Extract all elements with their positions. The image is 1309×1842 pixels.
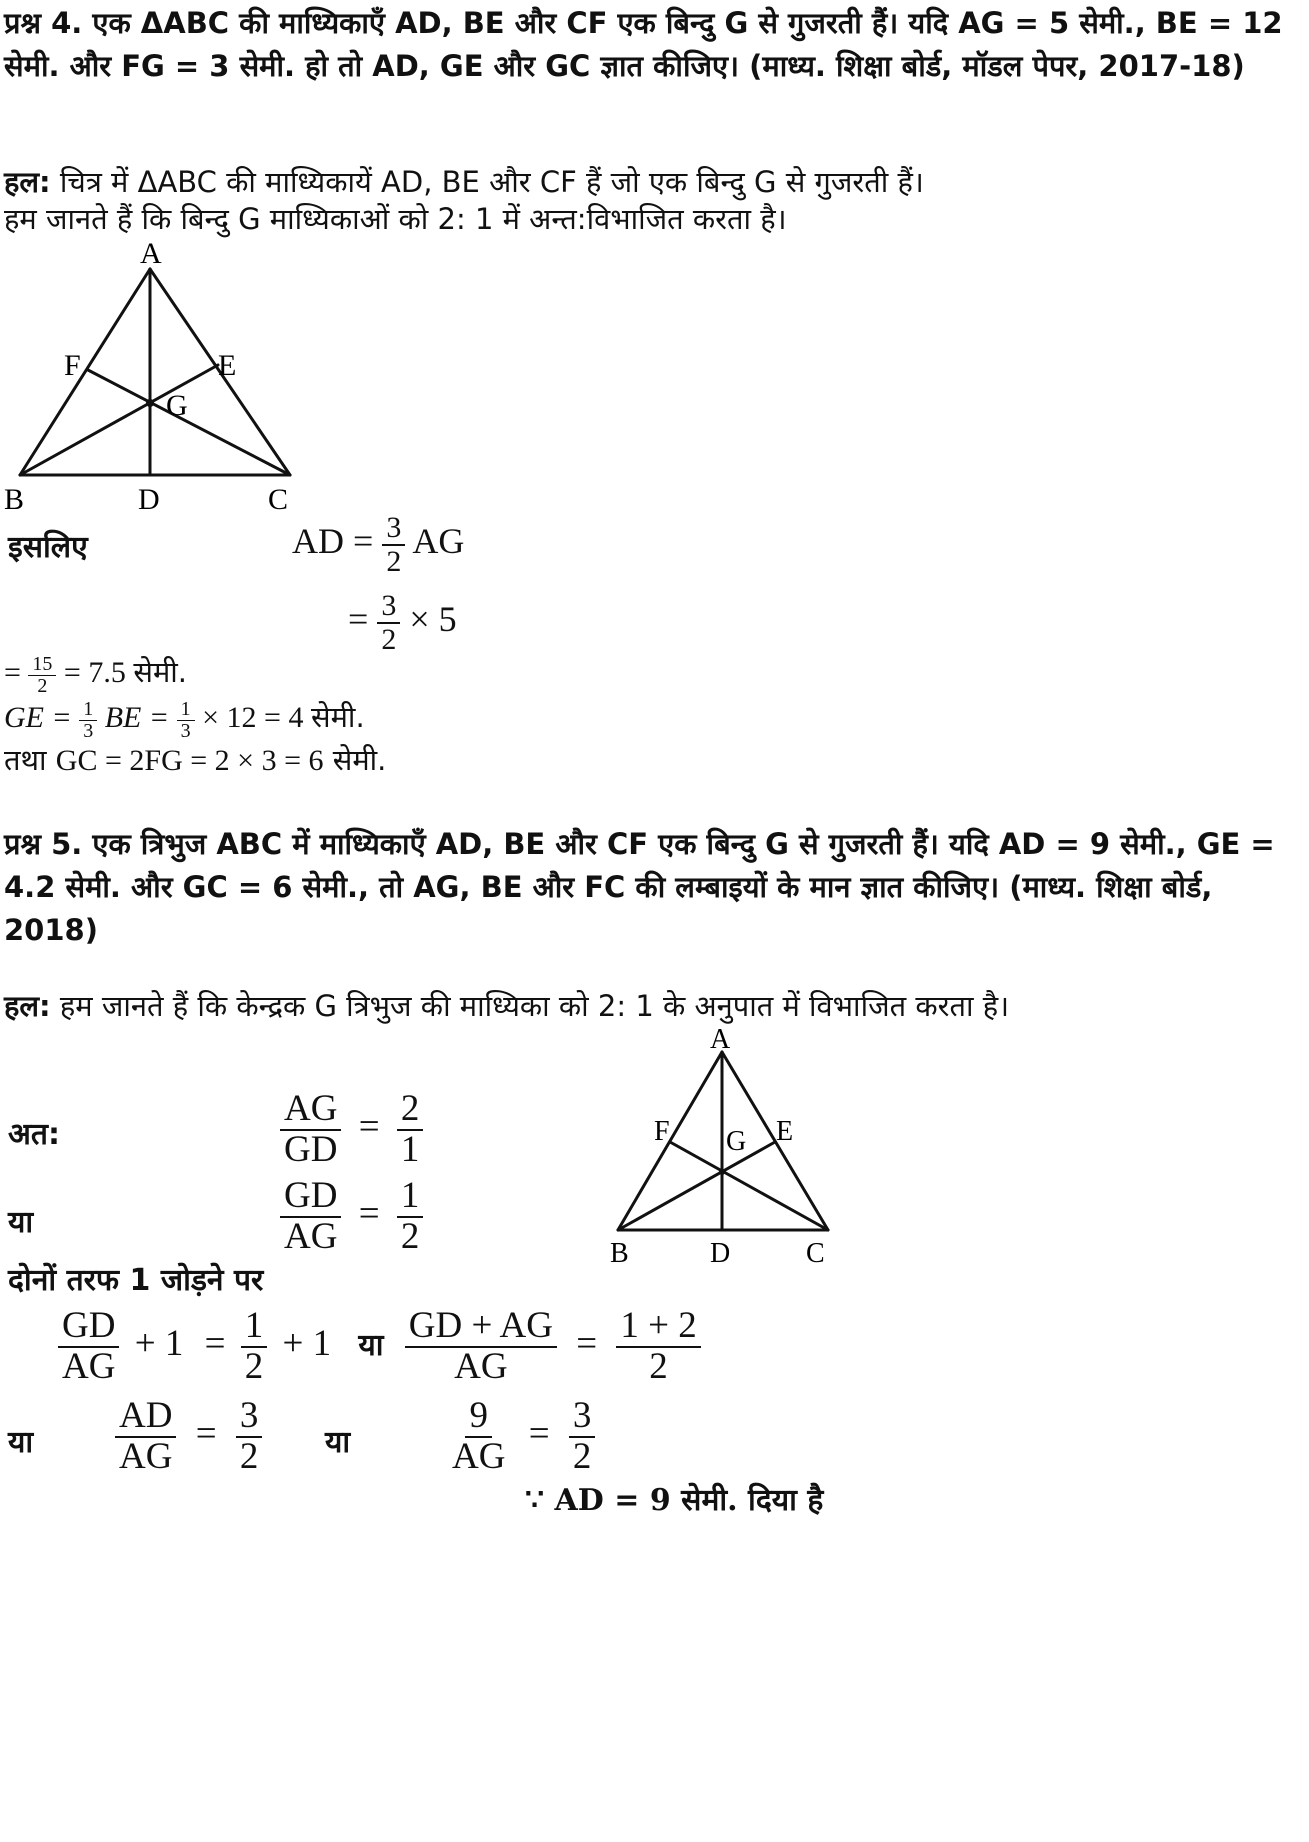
label2-G: G <box>726 1126 747 1157</box>
question-4-text: एक ΔABC की माध्यिकाएँ AD, BE और CF एक बिन्दु G से गुजरती हैं। यदि AG = 5 सेमी., BE = 12 सेमी. और FG = 3 सेमी. हो तो AD, GE और GC ज्ञात कीजिए। (माध्य. शिक्षा बोर्ड, मॉडल पेपर, 2017-18) <box>4 6 1283 83</box>
result-gc: तथा GC = 2FG = 2 × 3 = 6 सेमी. <box>4 743 387 777</box>
eq-ad-ag: $\frac{AD}{AG}$ = $\frac{3}{2}$ <box>115 1397 262 1477</box>
solution-5-label: हल: <box>4 989 51 1023</box>
label2-B: B <box>610 1238 629 1269</box>
label-D: D <box>138 483 160 516</box>
given-statement: ∵ AD = 9 सेमी. दिया है <box>525 1483 824 1518</box>
ya-label-1: या <box>8 1205 34 1240</box>
solution-4-line-2: हम जानते हैं कि बिन्दु G माध्यिकाओं को 2: 1 में अन्त:विभाजित करता है। <box>4 202 787 236</box>
times-5-equation: = $\frac{3}{2}$ × 5 <box>348 589 457 656</box>
ad-equation: AD = $\frac{3}{2}$ AG <box>292 511 465 578</box>
label2-E: E <box>776 1116 794 1147</box>
solution-5-text-1: हम जानते हैं कि केन्द्रक G त्रिभुज की माध्यिका को 2: 1 के अनुपात में विभाजित करता है। <box>59 989 1010 1023</box>
label-F: F <box>64 349 81 382</box>
solution-5-line-1 <box>4 984 1009 1028</box>
eq-gd-ag: $\frac{GD}{AG}$ = $\frac{1}{2}$ <box>280 1177 423 1257</box>
label-G: G <box>166 389 188 422</box>
question-4-label: प्रश्न 4. <box>4 6 83 40</box>
fraction-1-3-b: $\frac{1}{3}$ <box>177 699 195 742</box>
fraction-1-3-a: $\frac{1}{3}$ <box>79 699 97 742</box>
label2-D: D <box>710 1238 731 1269</box>
fraction-3-2: $\frac{3}{2}$ <box>382 512 405 577</box>
question-5-text: एक त्रिभुज ABC में माध्यिकाएँ AD, BE और CF एक बिन्दु G से गुजरती हैं। यदि AD = 9 सेमी., GE = 4.2 सेमी. और GC = 6 सेमी., तो AG, BE और FC की लम्बाइयों के मान ज्ञात कीजिए। (माध्य. शिक्षा बोर्ड, 2018) <box>4 827 1275 947</box>
label-A: A <box>140 237 162 270</box>
solution-4-text-1: चित्र में ΔABC की माध्यिकायें AD, BE और CF हैं जो एक बिन्दु G से गुजरती हैं। <box>59 165 924 199</box>
triangle-figure-2 <box>600 1022 850 1272</box>
question-5 <box>4 823 1304 952</box>
label2-A: A <box>710 1024 731 1055</box>
ya-label-2: या <box>8 1425 34 1460</box>
isliye-label: इसलिए <box>8 530 88 565</box>
eq-add-one: $\frac{GD}{AG}$ + 1 = $\frac{1}{2}$ + 1 या $\frac{GD + AG}{AG}$ = $\frac{1 + 2}{2}$ <box>58 1307 701 1387</box>
triangle-figure-1 <box>0 235 320 520</box>
ya-label-3: या <box>325 1425 351 1460</box>
solution-4-label: हल: <box>4 165 51 199</box>
centroid-dot-2 <box>719 1169 725 1175</box>
fraction-3-2-b: $\frac{3}{2}$ <box>377 590 400 655</box>
atah-label: अत: <box>8 1117 61 1152</box>
eq-9-ag: $\frac{9}{AG}$ = $\frac{3}{2}$ <box>448 1397 595 1477</box>
label-B: B <box>4 483 25 516</box>
label2-C: C <box>806 1238 825 1269</box>
question-5-label: प्रश्न 5. <box>4 827 83 861</box>
dono-taraf-label: दोनों तरफ 1 जोड़ने पर <box>8 1263 264 1298</box>
label-C: C <box>268 483 289 516</box>
question-4 <box>4 2 1304 88</box>
centroid-dot <box>146 399 154 407</box>
label-E: E <box>218 349 237 382</box>
label2-F: F <box>654 1116 670 1147</box>
result-ad: = $\frac{15}{2}$ = 7.5 सेमी. <box>4 652 188 697</box>
result-ge: GE = $\frac{1}{3}$ BE = $\frac{1}{3}$ × 12 = 4 सेमी. <box>4 697 365 742</box>
fraction-15-2: $\frac{15}{2}$ <box>28 654 56 697</box>
eq-ag-gd: $\frac{AG}{GD}$ = $\frac{2}{1}$ <box>280 1090 423 1170</box>
